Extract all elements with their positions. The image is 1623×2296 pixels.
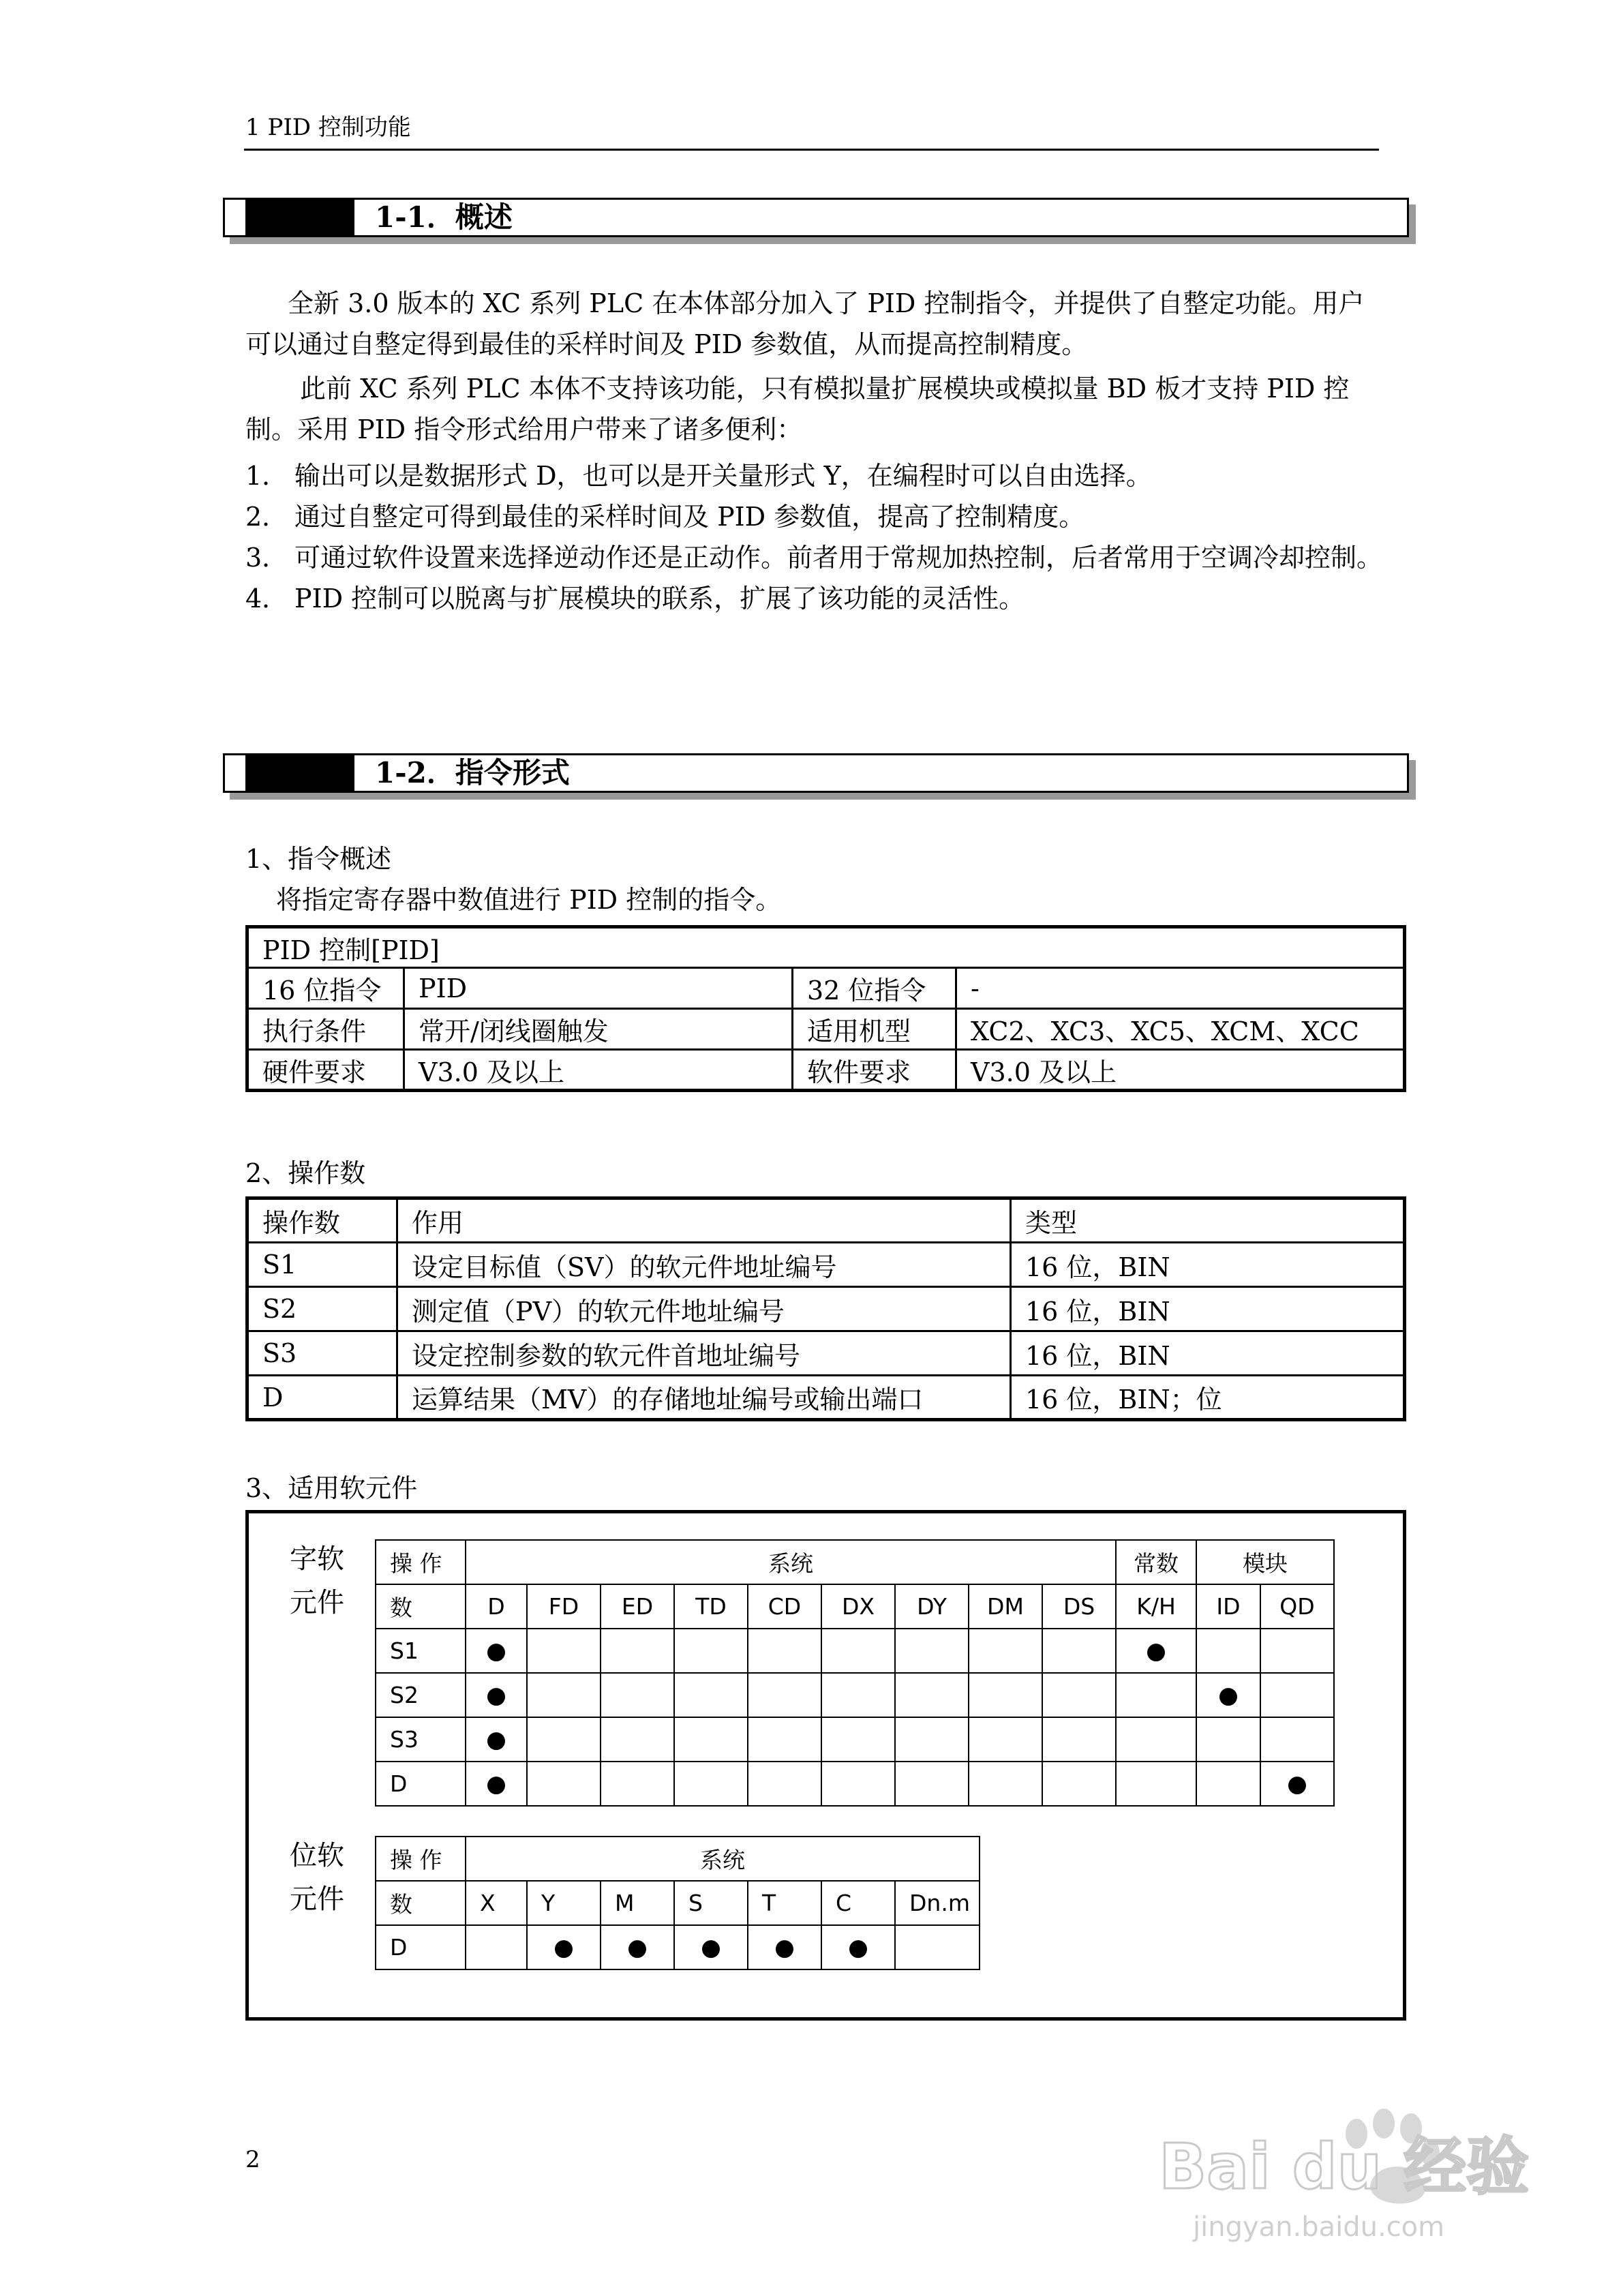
page-number: 2 (245, 2146, 260, 2173)
table-row: S2 测定值（PV）的软元件地址编号 16 位，BIN (247, 1287, 1405, 1331)
header-rule (244, 149, 1379, 151)
column-header: DS (1042, 1584, 1116, 1629)
table-title: PID 控制[PID] (247, 927, 1405, 968)
group-header-system: 系统 (466, 1837, 980, 1881)
table-header-row: 操作数 作用 类型 (247, 1198, 1405, 1243)
baidu-jingyan-watermark (1152, 2086, 1534, 2250)
column-header: FD (527, 1584, 601, 1629)
table-row: 16 位指令 PID 32 位指令 - (247, 968, 1405, 1009)
column-header: Y (527, 1881, 601, 1925)
column-header: TD (674, 1584, 748, 1629)
overview-paragraph-1: 全新 3.0 版本的 XC 系列 PLC 在本体部分加入了 PID 控制指令，并提供了自整定功能。用户可以通过自整定得到最佳的采样时间及 PID 参数值，从而提高控制精度。 (245, 288, 1365, 359)
group-header-constant: 常数 (1116, 1540, 1196, 1584)
running-header: 1 PID 控制功能 (245, 114, 411, 141)
column-header: T (748, 1881, 821, 1925)
subsection-heading-applicable-devices: 3、适用软元件 (245, 1473, 418, 1503)
section-title: 1-2．指令形式 (375, 756, 570, 789)
subsection-heading-overview: 1、指令概述 (245, 844, 392, 874)
list-item: 2． 通过自整定可得到最佳的采样时间及 PID 参数值，提高了控制精度。 (245, 502, 1085, 532)
column-header: DX (821, 1584, 895, 1629)
subsection-heading-operands: 2、操作数 (245, 1158, 366, 1188)
list-item: 3． 可通过软件设置来选择逆动作还是正动作。前者用于常规加热控制，后者常用于空调冷却控制。 (245, 543, 1383, 573)
table-row: S3 设定控制参数的软元件首地址编号 16 位，BIN (247, 1331, 1405, 1376)
column-header: Dn.m (895, 1881, 980, 1925)
list-item: 4． PID 控制可以脱离与扩展模块的联系，扩展了该功能的灵活性。 (245, 584, 1025, 614)
word-device-label: 字软 元件 (290, 1543, 344, 1618)
table-row: D 运算结果（MV）的存储地址编号或输出端口 16 位，BIN；位 (247, 1376, 1405, 1420)
instruction-description: 将指定寄存器中数值进行 PID 控制的指令。 (276, 885, 782, 915)
column-header: D (466, 1584, 527, 1629)
operand-table (245, 1196, 1406, 1421)
table-row: 硬件要求 V3.0 及以上 软件要求 V3.0 及以上 (247, 1050, 1405, 1091)
group-header-module: 模块 (1196, 1540, 1334, 1584)
operand-header: 操 作 (376, 1837, 466, 1881)
operand-header: 操 作 (376, 1540, 466, 1584)
column-header: S (674, 1881, 748, 1925)
word-device-grid (375, 1539, 1335, 1807)
table-row: 执行条件 常开/闭线圈触发 适用机型 XC2、XC3、XC5、XCM、XCC (247, 1009, 1405, 1050)
watermark-brand: Bai du 经验 (1159, 2130, 1530, 2203)
operand-header: 数 (376, 1881, 466, 1925)
table-row: S1 ● ● (376, 1629, 1334, 1673)
table-row: D ● ● (376, 1762, 1334, 1806)
column-header: M (601, 1881, 674, 1925)
bit-device-grid (375, 1836, 980, 1970)
column-header: ED (601, 1584, 674, 1629)
column-header: CD (748, 1584, 821, 1629)
bit-device-label: 位软 元件 (290, 1840, 344, 1915)
watermark-url: jingyan.baidu.com (1193, 2211, 1445, 2243)
column-header: X (466, 1881, 527, 1925)
instruction-summary-table (245, 925, 1406, 1092)
table-row: D ● ● ● ● ● (376, 1925, 980, 1969)
column-header: ID (1196, 1584, 1260, 1629)
column-header: DM (969, 1584, 1042, 1629)
feature-list (245, 455, 1391, 619)
section-title-bar-instruction-form (223, 753, 1409, 793)
section-title-block (245, 755, 354, 791)
section-title: 1-1．概述 (375, 200, 513, 234)
section-title-block (245, 200, 354, 235)
column-header: K/H (1116, 1584, 1196, 1629)
overview-paragraph-2: 此前 XC 系列 PLC 本体不支持该功能，只有模拟量扩展模块或模拟量 BD 板才支持 PID 控制。采用 PID 指令形式给用户带来了诸多便利： (245, 374, 1350, 444)
table-row: S3 ● (376, 1717, 1334, 1762)
column-header: QD (1260, 1584, 1334, 1629)
column-header: DY (895, 1584, 969, 1629)
group-header-system: 系统 (466, 1540, 1116, 1584)
list-item: 1． 输出可以是数据形式 D，也可以是开关量形式 Y，在编程时可以自由选择。 (245, 461, 1152, 491)
table-row: S1 设定目标值（SV）的软元件地址编号 16 位，BIN (247, 1243, 1405, 1287)
operand-header: 数 (376, 1584, 466, 1629)
section-title-bar-overview (223, 198, 1409, 237)
column-header: C (821, 1881, 895, 1925)
table-row: S2 ● ● (376, 1673, 1334, 1717)
